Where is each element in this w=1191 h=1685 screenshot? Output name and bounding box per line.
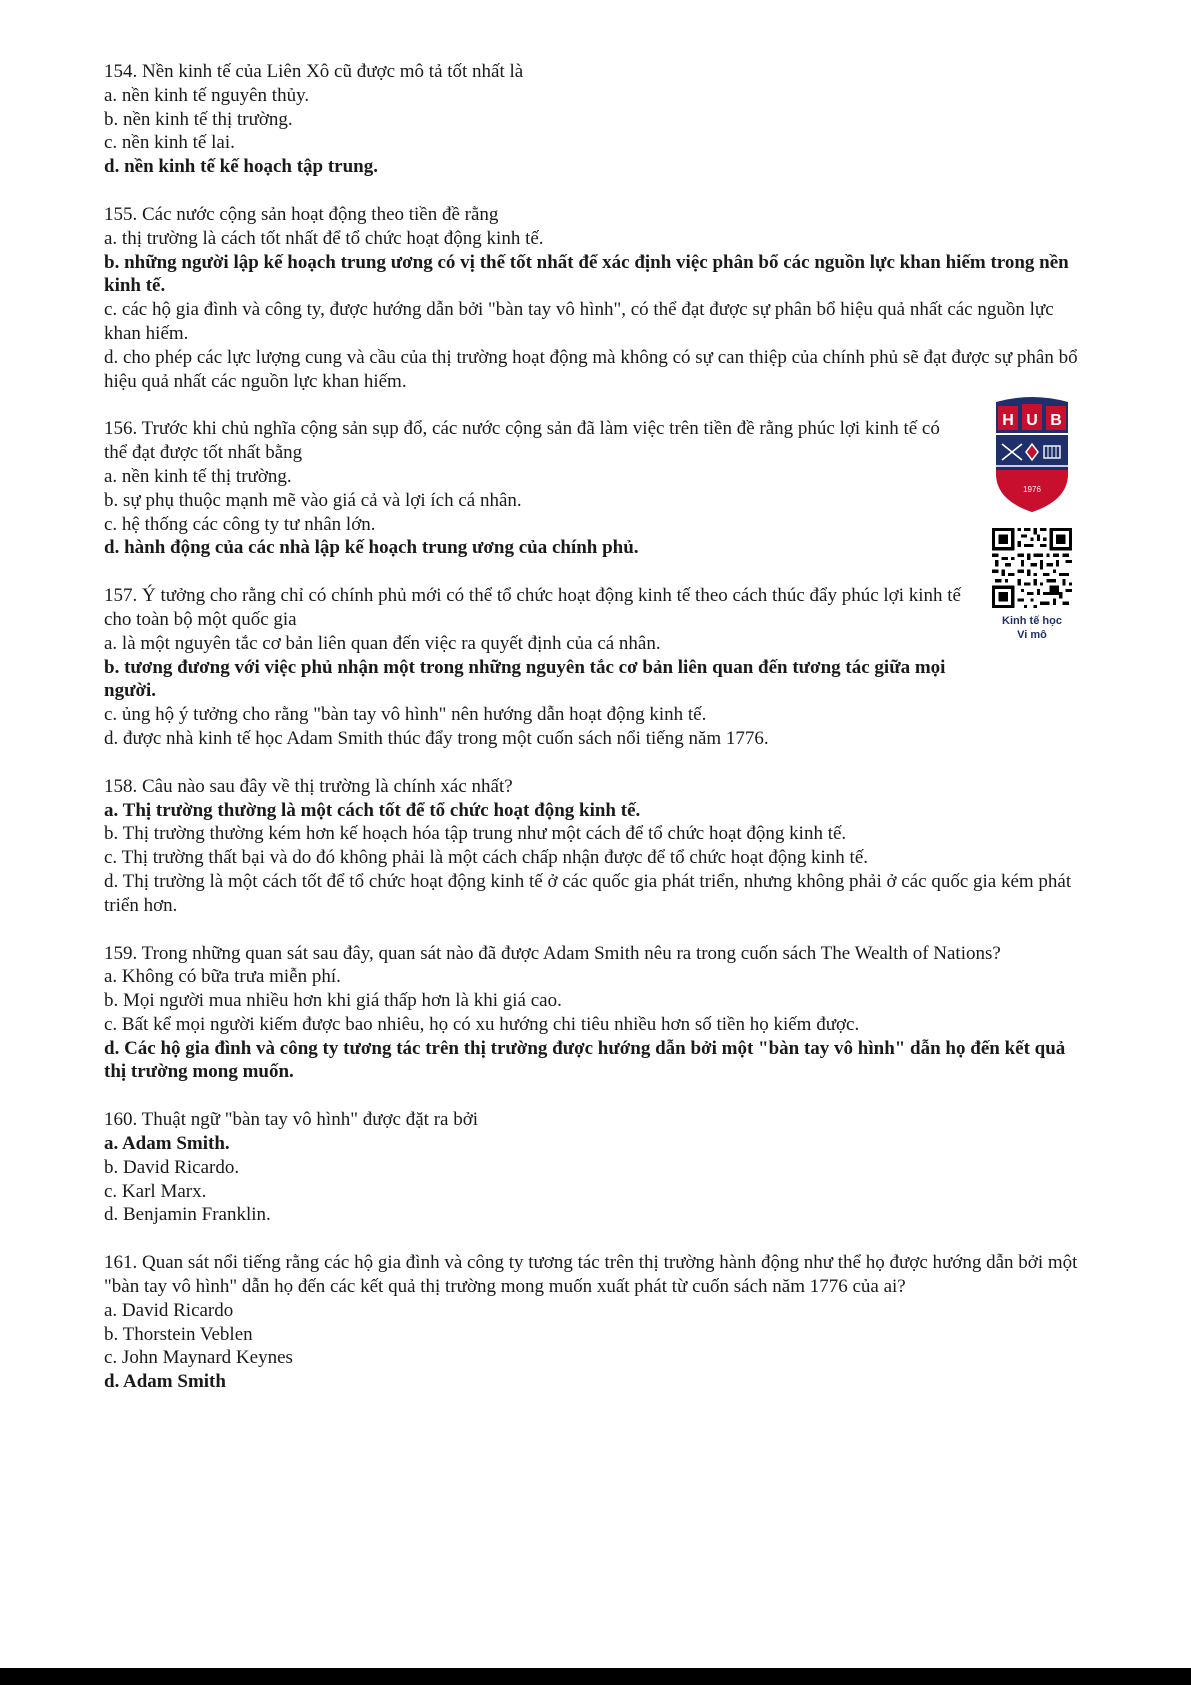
answer-option-b-correct: b. tương đương với việc phủ nhận một trong những nguyên tắc cơ bản liên quan đến tương tác giữa mọi người. xyxy=(104,656,946,702)
question-155 xyxy=(104,203,1090,393)
answer-option-a: a. là một nguyên tắc cơ bản liên quan đến việc ra quyết định của cá nhân. xyxy=(104,632,661,654)
logo-letter-u: U xyxy=(1026,412,1038,429)
brand-caption-line1: Kinh tế học xyxy=(1002,615,1062,627)
brand-caption-line2: Vi mô xyxy=(1017,629,1047,641)
answer-option-d: d. cho phép các lực lượng cung và cầu của thị trường hoạt động mà không có sự can thiệp của chính phủ sẽ đạt được sự phân bổ hiệu quả nhất các nguồn lực khan hiếm. xyxy=(104,346,1078,392)
page-bottom-edge xyxy=(0,1668,1191,1685)
question-stem: 160. Thuật ngữ "bàn tay vô hình" được đặt ra bởi xyxy=(104,1109,479,1131)
answer-option-a: a. David Ricardo xyxy=(104,1299,234,1321)
question-stem: 159. Trong những quan sát sau đây, quan sát nào đã được Adam Smith nêu ra trong cuốn sách The Wealth of Nations? xyxy=(104,942,1001,964)
answer-option-d-correct: d. Adam Smith xyxy=(104,1371,226,1393)
question-159 xyxy=(104,942,1090,1085)
answer-option-a: a. thị trường là cách tốt nhất để tổ chức hoạt động kinh tế. xyxy=(104,227,544,249)
question-stem: 155. Các nước cộng sản hoạt động theo tiền đề rằng xyxy=(104,203,499,225)
question-stem: 157. Ý tưởng cho rằng chỉ có chính phủ mới có thể tổ chức hoạt động kinh tế theo cách thúc đẩy phúc lợi kinh tế cho toàn bộ một quốc gia xyxy=(104,585,961,630)
answer-option-d: d. được nhà kinh tế học Adam Smith thúc đẩy trong một cuốn sách nổi tiếng năm 1776. xyxy=(104,727,769,749)
hub-shield-logo xyxy=(992,396,1072,514)
logo-year: 1976 xyxy=(1023,485,1041,494)
question-160 xyxy=(104,1108,1090,1227)
answer-option-a: a. nền kinh tế nguyên thủy. xyxy=(104,84,310,106)
question-154 xyxy=(104,60,1090,179)
answer-option-c: c. ủng hộ ý tưởng cho rằng "bàn tay vô hình" nên hướng dẫn hoạt động kinh tế. xyxy=(104,704,707,726)
answer-option-d-correct: d. nền kinh tế kế hoạch tập trung. xyxy=(104,156,378,178)
question-stem: 161. Quan sát nổi tiếng rằng các hộ gia đình và công ty tương tác trên thị trường hành động như thể họ được hướng dẫn bởi một "bàn tay vô hình" dẫn họ đến các kết quả thị trường mong muốn xuất phát từ cuốn sách năm 1776 của ai? xyxy=(104,1252,1078,1298)
answer-option-b-correct: b. những người lập kế hoạch trung ương có vị thế tốt nhất để xác định việc phân bổ các nguồn lực khan hiếm trong nền kinh tế. xyxy=(104,251,1069,297)
brand-caption xyxy=(984,614,1080,642)
question-158 xyxy=(104,775,1090,918)
answer-option-b: b. Thị trường thường kém hơn kế hoạch hóa tập trung như một cách để tổ chức hoạt động kinh tế. xyxy=(104,823,847,845)
question-stem: 158. Câu nào sau đây về thị trường là chính xác nhất? xyxy=(104,775,513,797)
answer-option-b: b. Mọi người mua nhiều hơn khi giá thấp hơn là khi giá cao. xyxy=(104,990,562,1012)
answer-option-c: c. nền kinh tế lai. xyxy=(104,132,235,154)
answer-option-a: a. nền kinh tế thị trường. xyxy=(104,465,292,487)
question-157 xyxy=(104,584,964,751)
qr-code xyxy=(992,528,1072,608)
answer-option-c: c. Karl Marx. xyxy=(104,1180,207,1202)
answer-option-c: c. hệ thống các công ty tư nhân lớn. xyxy=(104,513,376,535)
answer-option-b: b. sự phụ thuộc mạnh mẽ vào giá cả và lợi ích cá nhân. xyxy=(104,489,522,511)
logo-letter-h: H xyxy=(1002,412,1014,429)
answer-option-c: c. các hộ gia đình và công ty, được hướng dẫn bởi "bàn tay vô hình", có thể đạt được sự phân bổ hiệu quả nhất các nguồn lực khan hiếm. xyxy=(104,299,1054,344)
answer-option-b: b. David Ricardo. xyxy=(104,1156,240,1178)
logo-letter-b: B xyxy=(1050,412,1062,429)
answer-option-d: d. Benjamin Franklin. xyxy=(104,1204,271,1226)
answer-option-a: a. Không có bữa trưa miễn phí. xyxy=(104,966,341,988)
answer-option-a-correct: a. Adam Smith. xyxy=(104,1133,230,1155)
answer-option-d-correct: d. hành động của các nhà lập kế hoạch trung ương của chính phủ. xyxy=(104,537,639,559)
answer-option-b: b. nền kinh tế thị trường. xyxy=(104,108,293,130)
document-body xyxy=(104,60,1090,1418)
answer-option-c: c. Bất kể mọi người kiếm được bao nhiêu, họ có xu hướng chi tiêu nhiều hơn số tiền họ kiếm được. xyxy=(104,1013,860,1035)
brand-panel xyxy=(984,396,1080,642)
question-stem: 156. Trước khi chủ nghĩa cộng sản sụp đổ, các nước cộng sản đã làm việc trên tiền đề rằng phúc lợi kinh tế có thể đạt được tốt nhất bằng xyxy=(104,418,940,464)
question-stem: 154. Nền kinh tế của Liên Xô cũ được mô tả tốt nhất là xyxy=(104,61,524,82)
answer-option-d-correct: d. Các hộ gia đình và công ty tương tác trên thị trường được hướng dẫn bởi một "bàn tay vô hình" dẫn họ đến kết quả thị trường mong muốn. xyxy=(104,1037,1066,1083)
answer-option-a-correct: a. Thị trường thường là một cách tốt để tổ chức hoạt động kinh tế. xyxy=(104,799,641,821)
answer-option-c: c. John Maynard Keynes xyxy=(104,1347,293,1369)
answer-option-c: c. Thị trường thất bại và do đó không phải là một cách chấp nhận được để tổ chức hoạt động kinh tế. xyxy=(104,847,868,869)
answer-option-b: b. Thorstein Veblen xyxy=(104,1323,253,1345)
question-161 xyxy=(104,1251,1090,1394)
question-156 xyxy=(104,417,964,560)
answer-option-d: d. Thị trường là một cách tốt để tổ chức hoạt động kinh tế ở các quốc gia phát triển, nhưng không phải ở các quốc gia kém phát triển hơn. xyxy=(104,870,1072,916)
